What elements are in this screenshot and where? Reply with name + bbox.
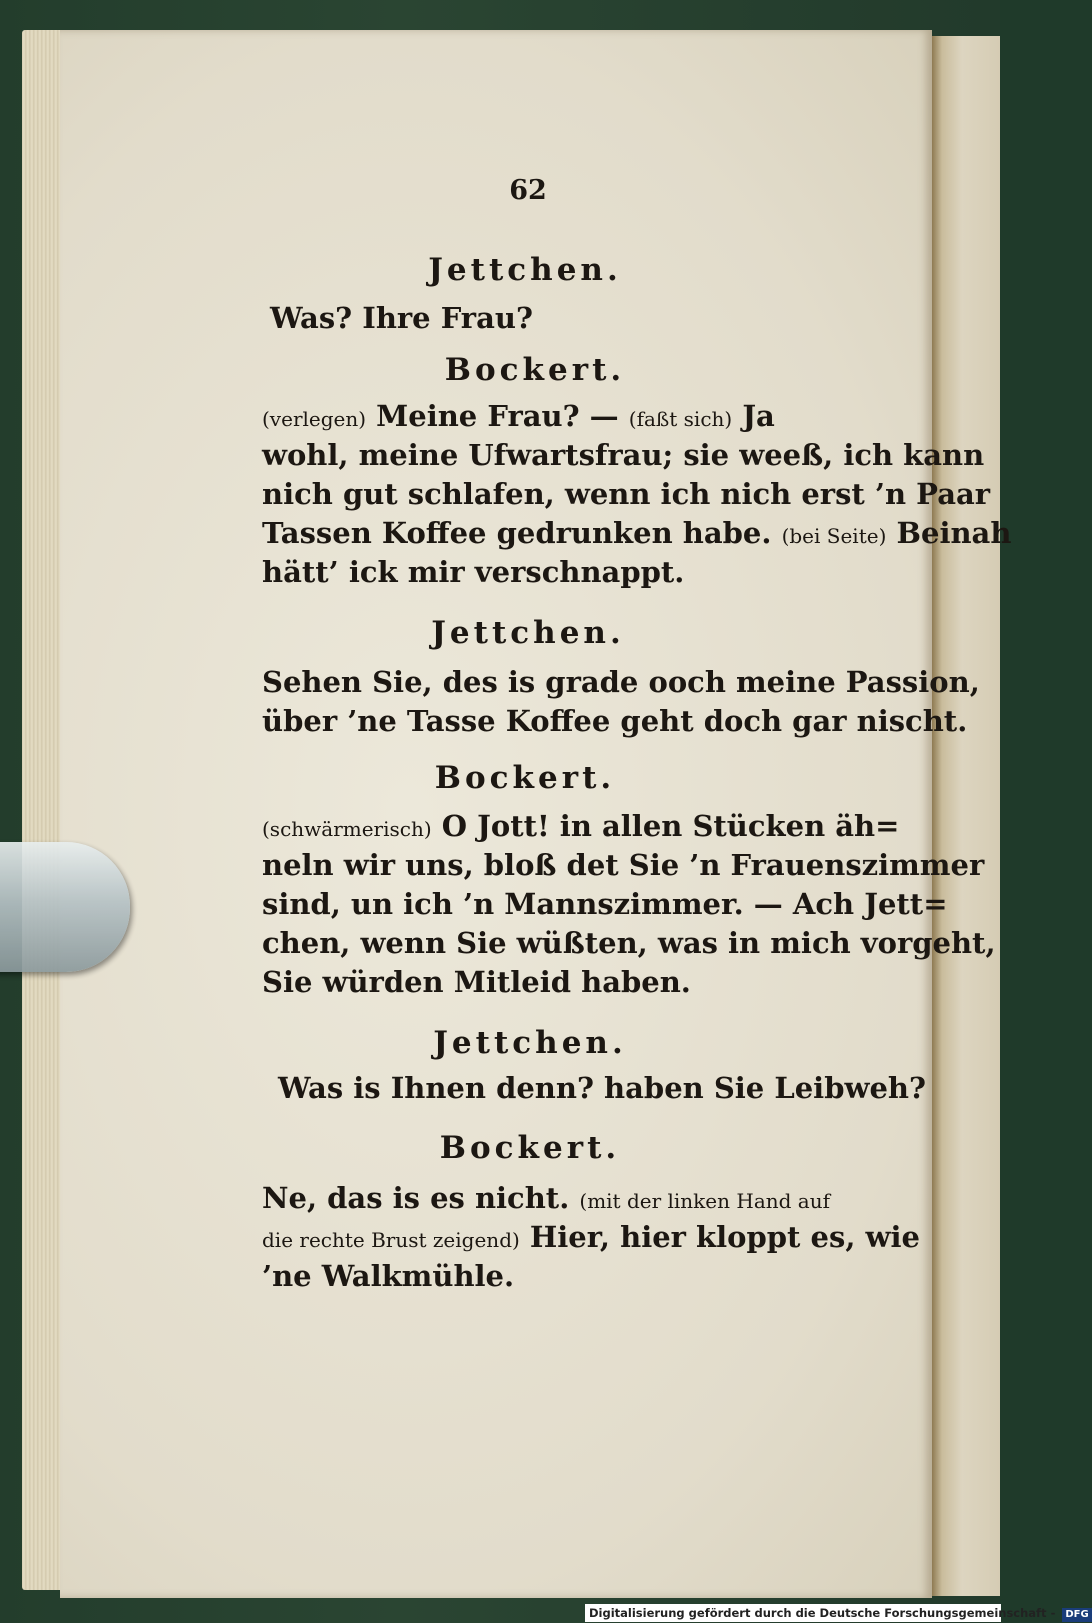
stage-direction: (mit der linken Hand auf (579, 1189, 830, 1213)
dialogue-line: nich gut schlafen, wenn ich nich erst ’n Paar (262, 477, 991, 511)
dialogue-line: sind, un ich ’n Mannszimmer. — Ach Jett= (262, 887, 948, 921)
dialogue-line: hätt’ ick mir verschnappt. (262, 555, 685, 589)
dialogue-line: neln wir uns, bloß det Sie ’n Frauenszimmer (262, 848, 985, 882)
stage-direction: (faßt sich) (628, 407, 733, 431)
dialogue-line: (schwärmerisch) O Jott! in allen Stücken äh= (262, 809, 900, 843)
speaker-name: Jettchen. (433, 1025, 627, 1061)
dfg-logo: DFG (1062, 1608, 1091, 1622)
dialogue-line: ’ne Walkmühle. (262, 1259, 515, 1293)
funding-footer: Digitalisierung gefördert durch die Deutsche Forschungsgemeinschaft - DFG (585, 1604, 1001, 1622)
stage-direction: (verlegen) (262, 407, 367, 431)
dialogue-line: wohl, meine Ufwartsfrau; sie weeß, ich kann (262, 438, 985, 472)
footer-text: Digitalisierung gefördert durch die Deutsche Forschungsgemeinschaft (589, 1606, 1047, 1620)
speaker-name: Jettchen. (431, 615, 625, 651)
dialogue-line: Ne, das is es nicht. (mit der linken Hand auf (262, 1181, 830, 1215)
stage-direction: (schwärmerisch) (262, 817, 432, 841)
stage-direction: die rechte Brust zeigend) (262, 1228, 520, 1252)
dialogue-line: Was? Ihre Frau? (270, 301, 533, 335)
dialogue-line: über ’ne Tasse Koffee geht doch gar nischt. (262, 704, 968, 738)
dialogue-line: Sehen Sie, des is grade ooch meine Passion, (262, 665, 980, 699)
speaker-name: Jettchen. (428, 252, 622, 288)
speaker-name: Bockert. (434, 760, 616, 796)
dialogue-line: Sie würden Mitleid haben. (262, 965, 691, 999)
stage-direction: (bei Seite) (781, 524, 887, 548)
speaker-name: Bockert. (444, 352, 626, 388)
page-number: 62 (509, 175, 547, 206)
dialogue-line: Tassen Koffee gedrunken habe. (bei Seite) Beinah (262, 516, 1012, 550)
dialogue-line: Was is Ihnen denn? haben Sie Leibweh? (278, 1071, 926, 1105)
dialogue-line: die rechte Brust zeigend) Hier, hier kloppt es, wie (262, 1220, 920, 1254)
speaker-name: Bockert. (439, 1130, 621, 1166)
dialogue-line: (verlegen) Meine Frau? — (faßt sich) Ja (262, 399, 775, 433)
dialogue-line: chen, wenn Sie wüßten, was in mich vorgeht, (262, 926, 996, 960)
